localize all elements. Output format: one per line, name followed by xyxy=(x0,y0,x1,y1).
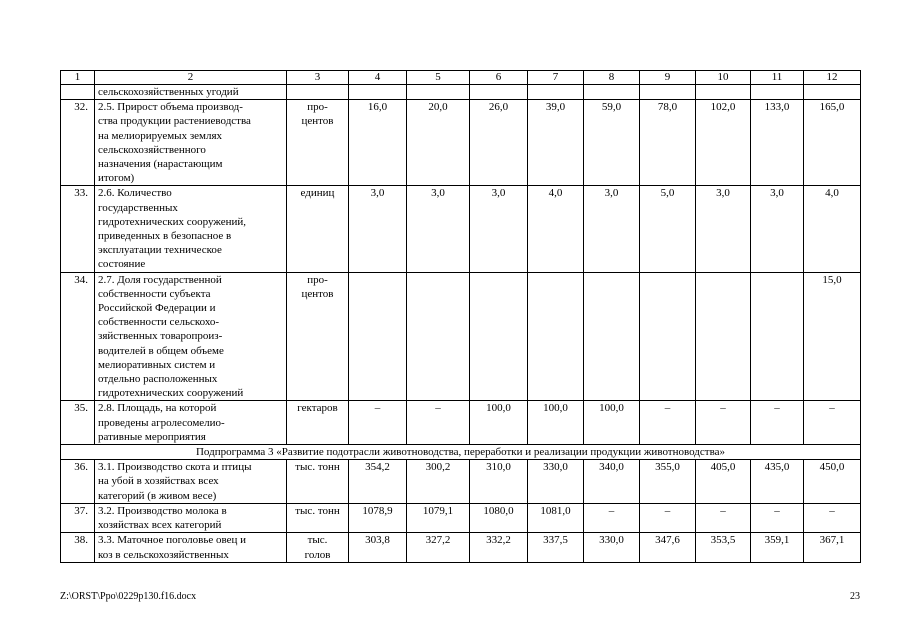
row-number: 37. xyxy=(61,503,95,532)
value-cell: 367,1 xyxy=(804,533,861,562)
value-cell: 100,0 xyxy=(528,401,584,445)
column-number: 7 xyxy=(528,71,584,85)
indicator-name: 2.5. Прирост объема производ- ства продукции растениеводства на мелиорируемых землях сельскохозяйственного назначения (нарастающим итогом) xyxy=(95,100,287,186)
column-number: 12 xyxy=(804,71,861,85)
indicator-name: 3.3. Маточное поголовье овец и коз в сельскохозяйственных xyxy=(95,533,287,562)
value-cell: 435,0 xyxy=(751,460,804,504)
unit: про- центов xyxy=(287,100,349,186)
value-cell: 78,0 xyxy=(640,100,696,186)
table-row xyxy=(61,533,861,562)
value-cell: 332,2 xyxy=(470,533,528,562)
indicator-name: 2.7. Доля государственной собственности субъекта Российской Федерации и собственности сельскохо- зяйственных товаропроиз- водителей в общем объеме мелиоративных систем и отдельно расположенных гидротехнических сооружений xyxy=(95,272,287,401)
column-number: 10 xyxy=(696,71,751,85)
value-cell: 327,2 xyxy=(407,533,470,562)
value-cell: 1081,0 xyxy=(528,503,584,532)
table-row xyxy=(61,460,861,504)
table-row xyxy=(61,401,861,445)
value-cell: 100,0 xyxy=(470,401,528,445)
value-cell: 4,0 xyxy=(804,186,861,272)
page-number: 23 xyxy=(850,591,860,602)
column-number: 11 xyxy=(751,71,804,85)
row-number: 32. xyxy=(61,100,95,186)
value-cell xyxy=(528,272,584,401)
value-cell: 165,0 xyxy=(804,100,861,186)
table-row xyxy=(61,186,861,272)
value-cell: 100,0 xyxy=(584,401,640,445)
value-cell: 39,0 xyxy=(528,100,584,186)
value-cell: – xyxy=(751,401,804,445)
indicator-name: 3.2. Производство молока в хозяйствах всех категорий xyxy=(95,503,287,532)
column-number: 1 xyxy=(61,71,95,85)
value-cell: 3,0 xyxy=(696,186,751,272)
value-cell xyxy=(470,272,528,401)
value-cell: 353,5 xyxy=(696,533,751,562)
indicator-name: 2.8. Площадь, на которой проведены агролесомелио- ративные мероприятия xyxy=(95,401,287,445)
value-cell xyxy=(584,272,640,401)
value-cell: – xyxy=(804,401,861,445)
column-number: 3 xyxy=(287,71,349,85)
indicators-table xyxy=(60,70,861,563)
section-title: Подпрограмма 3 «Развитие подотрасли животноводства, переработки и реализации продукции животноводства» xyxy=(61,445,861,460)
value-cell: 3,0 xyxy=(751,186,804,272)
value-cell xyxy=(640,272,696,401)
row-number: 35. xyxy=(61,401,95,445)
value-cell: 303,8 xyxy=(349,533,407,562)
value-cell: – xyxy=(584,503,640,532)
value-cell: 102,0 xyxy=(696,100,751,186)
value-cell: 3,0 xyxy=(349,186,407,272)
value-cell: 3,0 xyxy=(584,186,640,272)
value-cell: 5,0 xyxy=(640,186,696,272)
row-number: 38. xyxy=(61,533,95,562)
file-path: Z:\ORST\Ppo\0229p130.f16.docx xyxy=(60,591,197,602)
row-number: 33. xyxy=(61,186,95,272)
value-cell: 355,0 xyxy=(640,460,696,504)
unit: тыс. тонн xyxy=(287,503,349,532)
value-cell: 330,0 xyxy=(528,460,584,504)
value-cell: 133,0 xyxy=(751,100,804,186)
column-number: 8 xyxy=(584,71,640,85)
value-cell: 16,0 xyxy=(349,100,407,186)
column-number: 2 xyxy=(95,71,287,85)
value-cell: – xyxy=(640,503,696,532)
row-number xyxy=(61,85,95,100)
unit: гектаров xyxy=(287,401,349,445)
table-row xyxy=(61,100,861,186)
value-cell: – xyxy=(640,401,696,445)
unit: про- центов xyxy=(287,272,349,401)
value-cell: 337,5 xyxy=(528,533,584,562)
value-cell xyxy=(407,272,470,401)
value-cell: 1078,9 xyxy=(349,503,407,532)
unit: тыс. голов xyxy=(287,533,349,562)
value-cell: 3,0 xyxy=(407,186,470,272)
value-cell: 20,0 xyxy=(407,100,470,186)
unit: единиц xyxy=(287,186,349,272)
continuation-text: сельскохозяйственных угодий xyxy=(95,85,287,100)
subprogram-2-rows xyxy=(61,100,861,445)
value-cell: 405,0 xyxy=(696,460,751,504)
value-cell: 354,2 xyxy=(349,460,407,504)
value-cell: 26,0 xyxy=(470,100,528,186)
column-number: 5 xyxy=(407,71,470,85)
column-number: 6 xyxy=(470,71,528,85)
column-number: 4 xyxy=(349,71,407,85)
value-cell xyxy=(349,272,407,401)
indicator-name: 2.6. Количество государственных гидротехнических сооружений, приведенных в безопасное в эксплуатации техническое состояние xyxy=(95,186,287,272)
continuation-row xyxy=(61,85,861,100)
subprogram-3-rows xyxy=(61,460,861,562)
section-row xyxy=(61,445,861,460)
value-cell: – xyxy=(696,503,751,532)
value-cell: 59,0 xyxy=(584,100,640,186)
value-cell: 450,0 xyxy=(804,460,861,504)
column-number-row xyxy=(61,71,861,85)
unit: тыс. тонн xyxy=(287,460,349,504)
value-cell: 359,1 xyxy=(751,533,804,562)
value-cell xyxy=(696,272,751,401)
value-cell: – xyxy=(751,503,804,532)
value-cell: – xyxy=(804,503,861,532)
value-cell: – xyxy=(349,401,407,445)
value-cell: 15,0 xyxy=(804,272,861,401)
value-cell: 4,0 xyxy=(528,186,584,272)
row-number: 36. xyxy=(61,460,95,504)
table-row xyxy=(61,503,861,532)
column-number: 9 xyxy=(640,71,696,85)
value-cell: 3,0 xyxy=(470,186,528,272)
value-cell: 310,0 xyxy=(470,460,528,504)
indicator-name: 3.1. Производство скота и птицы на убой в хозяйствах всех категорий (в живом весе) xyxy=(95,460,287,504)
value-cell: 1079,1 xyxy=(407,503,470,532)
row-number: 34. xyxy=(61,272,95,401)
value-cell xyxy=(751,272,804,401)
value-cell: 347,6 xyxy=(640,533,696,562)
value-cell: – xyxy=(696,401,751,445)
value-cell: 300,2 xyxy=(407,460,470,504)
value-cell: 340,0 xyxy=(584,460,640,504)
value-cell: 1080,0 xyxy=(470,503,528,532)
value-cell: 330,0 xyxy=(584,533,640,562)
table-row xyxy=(61,272,861,401)
value-cell: – xyxy=(407,401,470,445)
